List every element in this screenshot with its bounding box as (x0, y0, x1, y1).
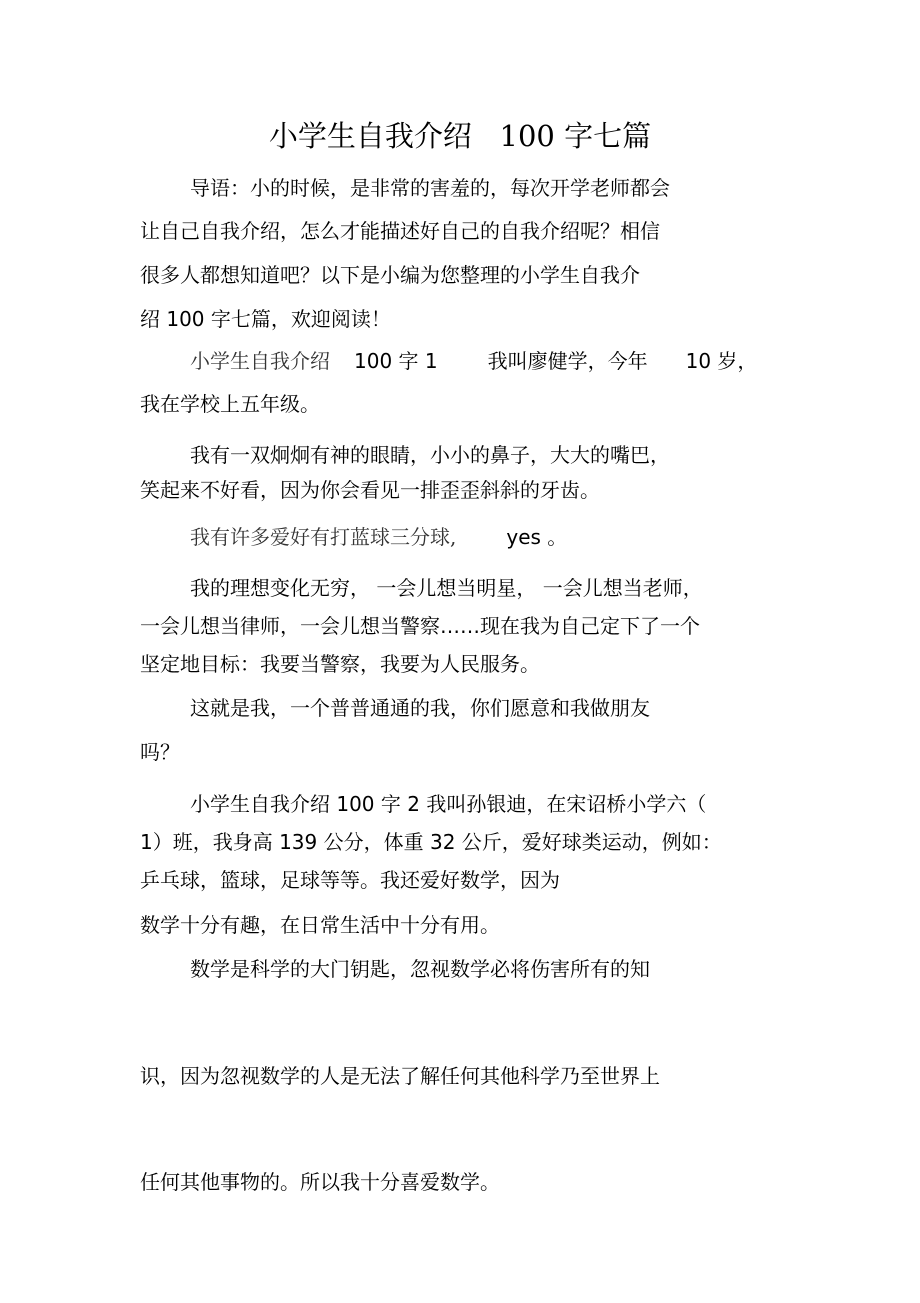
essay1-line: 坚定地目标：我要当警察，我要为人民服务。 (140, 652, 540, 676)
essay2-line: 数学是科学的大门钥匙，忽视数学必将伤害所有的知 (190, 957, 650, 981)
essay2-line: 1）班，我身高 139 公分，体重 32 公斤，爱好球类运动，例如： (140, 830, 722, 854)
essay1-heading-num: 100 字 1 (354, 349, 438, 373)
intro-line: 让自己自我介绍，怎么才能描述好自己的自我介绍呢？相信 (140, 219, 660, 243)
essay1-heading: 小学生自我介绍 (190, 349, 330, 373)
intro-line: 导语：小的时候，是非常的害羞的，每次开学老师都会 (190, 176, 670, 200)
essay1-line: 我的理想变化无穷， 一会儿想当明星， 一会儿想当老师， (190, 576, 703, 600)
essay1-hobby-yes: yes 。 (506, 525, 568, 549)
essay1-line: 我在学校上五年级。 (140, 392, 320, 416)
intro-line: 很多人都想知道吧？以下是小编为您整理的小学生自我介 (140, 263, 640, 287)
essay2-line: 乒乓球，篮球，足球等等。我还爱好数学，因为 (140, 868, 560, 892)
essay1-line: 这就是我，一个普普通通的我，你们愿意和我做朋友 (190, 696, 650, 720)
essay1-line1-b: 10 岁， (685, 349, 758, 373)
essay1-line: 吗？ (140, 740, 180, 764)
intro-line: 绍 100 字七篇，欢迎阅读！ (140, 307, 391, 331)
essay1-line: 我有一双炯炯有神的眼睛，小小的鼻子，大大的嘴巴， (190, 443, 670, 467)
essay1-hobby-line (190, 523, 567, 551)
essay2-line: 识，因为忽视数学的人是无法了解任何其他科学乃至世界上 (140, 1064, 660, 1088)
essay2-line: 小学生自我介绍 100 字 2 我叫孙银迪，在宋诏桥小学六（ (190, 792, 707, 816)
essay1-heading-line (190, 347, 757, 375)
essay1-hobby: 我有许多爱好有打蓝球三分球, (190, 525, 457, 549)
essay2-line: 任何其他事物的。所以我十分喜爱数学。 (140, 1170, 500, 1194)
essay1-line: 一会儿想当律师，一会儿想当警察……现在我为自己定下了一个 (140, 614, 700, 638)
page-title: 小学生自我介绍 100 字七篇 (268, 119, 652, 153)
essay1-line: 笑起来不好看，因为你会看见一排歪歪斜斜的牙齿。 (140, 478, 600, 502)
essay1-line1-a: 我叫廖健学，今年 (487, 349, 648, 373)
essay2-line: 数学十分有趣，在日常生活中十分有用。 (140, 913, 500, 937)
